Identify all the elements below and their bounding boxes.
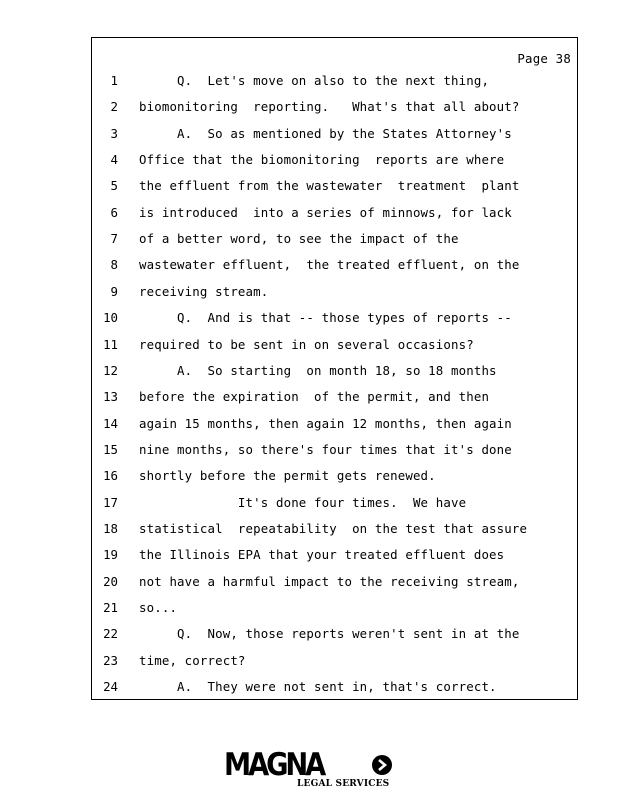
transcript-line bbox=[92, 389, 577, 409]
line-text: nine months, so there's four times that it's done bbox=[139, 441, 512, 457]
line-text: biomonitoring reporting. What's that all about? bbox=[139, 99, 520, 115]
line-number: 24 bbox=[103, 679, 118, 695]
transcript-line bbox=[92, 600, 577, 620]
transcript-line bbox=[92, 363, 577, 383]
line-number: 8 bbox=[110, 257, 118, 273]
transcript-line bbox=[92, 574, 577, 594]
line-text: the Illinois EPA that your treated effluent does bbox=[139, 547, 505, 563]
line-number: 11 bbox=[103, 336, 118, 352]
line-number: 7 bbox=[110, 231, 118, 247]
line-number: 16 bbox=[103, 468, 118, 484]
line-number: 5 bbox=[110, 178, 118, 194]
line-text: A. So starting on month 18, so 18 months bbox=[139, 362, 497, 378]
transcript-line bbox=[92, 152, 577, 172]
transcript-line bbox=[92, 495, 577, 515]
line-text: not have a harmful impact to the receiving stream, bbox=[139, 573, 520, 589]
transcript-line bbox=[92, 257, 577, 277]
line-text: Q. Let's move on also to the next thing, bbox=[139, 73, 490, 88]
line-number: 6 bbox=[110, 204, 118, 220]
transcript-line bbox=[92, 626, 577, 646]
transcript-line bbox=[92, 310, 577, 330]
line-number: 1 bbox=[110, 73, 118, 88]
line-text: before the expiration of the permit, and then bbox=[139, 389, 490, 405]
line-number: 15 bbox=[103, 441, 118, 457]
transcript-line bbox=[92, 468, 577, 488]
line-number: 4 bbox=[110, 152, 118, 168]
line-text: time, correct? bbox=[139, 652, 246, 668]
line-number: 10 bbox=[103, 310, 118, 326]
transcript-line bbox=[92, 231, 577, 251]
chevron-right-circle-icon bbox=[372, 755, 392, 775]
line-number: 12 bbox=[103, 362, 118, 378]
transcript-line bbox=[92, 99, 577, 119]
line-text: receiving stream. bbox=[139, 283, 269, 299]
transcript-line bbox=[92, 73, 577, 93]
transcript-line bbox=[92, 547, 577, 567]
line-text: is introduced into a series of minnows, for lack bbox=[139, 204, 512, 220]
line-text: Q. And is that -- those types of reports -- bbox=[139, 310, 512, 326]
line-number: 18 bbox=[103, 520, 118, 536]
line-text: statistical repeatability on the test that assure bbox=[139, 520, 528, 536]
transcript-line bbox=[92, 679, 577, 699]
transcript-line bbox=[92, 653, 577, 673]
line-number: 9 bbox=[110, 283, 118, 299]
line-text: It's done four times. We have bbox=[139, 494, 467, 510]
transcript-page bbox=[91, 37, 578, 700]
line-number: 22 bbox=[103, 626, 118, 642]
transcript-line bbox=[92, 178, 577, 198]
line-text: so... bbox=[139, 600, 178, 615]
line-text: the effluent from the wastewater treatment plant bbox=[139, 178, 520, 194]
line-number: 19 bbox=[103, 547, 118, 563]
line-number: 14 bbox=[103, 415, 118, 431]
transcript-line bbox=[92, 126, 577, 146]
logo-wordmark: MAGNA bbox=[224, 747, 324, 783]
line-text: again 15 months, then again 12 months, then again bbox=[139, 415, 512, 431]
line-text: A. So as mentioned by the States Attorney's bbox=[139, 125, 512, 141]
line-number: 2 bbox=[110, 99, 118, 115]
transcript-line bbox=[92, 442, 577, 462]
line-text: Q. Now, those reports weren't sent in at the bbox=[139, 626, 520, 642]
line-text: Office that the biomonitoring reports are where bbox=[139, 152, 505, 168]
line-number: 20 bbox=[103, 573, 118, 589]
logo-subtitle: LEGAL SERVICES bbox=[297, 779, 390, 789]
line-number: 17 bbox=[103, 494, 118, 510]
transcript-line bbox=[92, 205, 577, 225]
transcript-line bbox=[92, 521, 577, 541]
line-number: 23 bbox=[103, 652, 118, 668]
transcript-line bbox=[92, 416, 577, 436]
line-text: shortly before the permit gets renewed. bbox=[139, 468, 436, 484]
line-text: of a better word, to see the impact of the bbox=[139, 231, 459, 247]
magna-logo bbox=[224, 749, 396, 791]
line-text: A. They were not sent in, that's correct. bbox=[139, 679, 497, 695]
line-text: wastewater effluent, the treated effluent, on the bbox=[139, 257, 520, 273]
page-number: Page 38 bbox=[517, 51, 571, 66]
line-number: 13 bbox=[103, 389, 118, 405]
transcript-line bbox=[92, 337, 577, 357]
transcript-line bbox=[92, 284, 577, 304]
line-text: required to be sent in on several occasions? bbox=[139, 336, 474, 352]
line-number: 21 bbox=[103, 600, 118, 615]
line-number: 3 bbox=[110, 125, 118, 141]
